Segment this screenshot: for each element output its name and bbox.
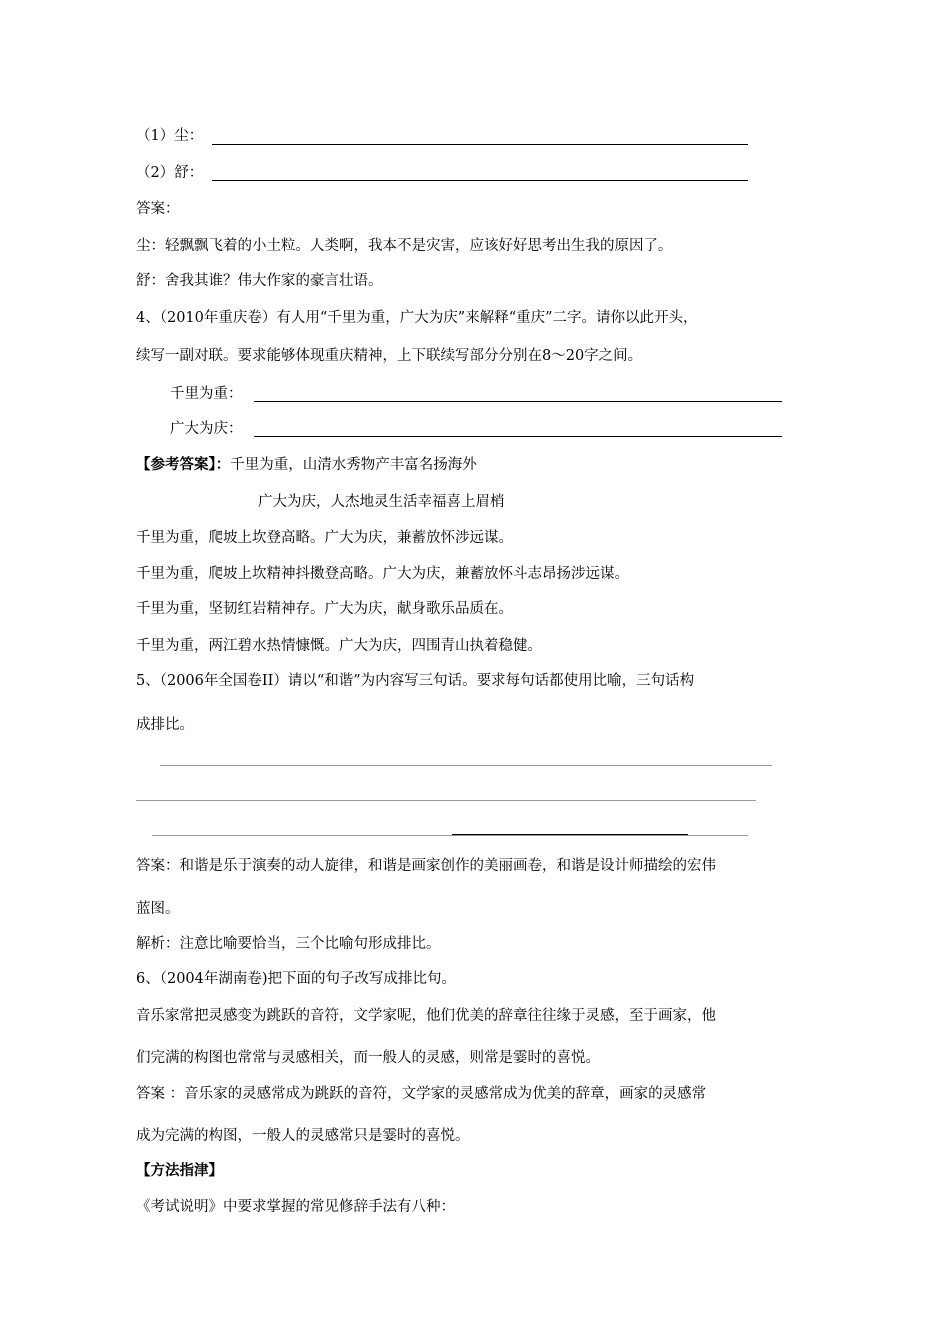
- q5-answer-blank-2[interactable]: [136, 800, 756, 801]
- q5-answer-blank-1[interactable]: [160, 765, 772, 766]
- q4-reference-upper: 千里为重，山清水秀物产丰富名扬海外: [230, 457, 477, 473]
- q4-upper-label: 千里为重：: [170, 386, 243, 402]
- q6-prompt: 6、（2004年湖南卷)把下面的句子改写成排比句。: [136, 971, 457, 987]
- q6-text-line-2: 们完满的构图也常常与灵感相关，而一般人的灵感，则常是霎时的喜悦。: [136, 1050, 600, 1066]
- q6-answer-line-1: 答案 ：音乐家的灵感常成为跳跃的音符，文学家的灵感常成为优美的辞章，画家的灵感常: [136, 1086, 707, 1102]
- q4-example-2: 千里为重，爬坡上坎精神抖擞登高略。广大为庆，兼蓄放怀斗志昂扬涉远谋。: [136, 566, 629, 582]
- q4-reference-lower: 广大为庆，人杰地灵生活幸福喜上眉梢: [258, 494, 505, 510]
- q4-lower-blank[interactable]: [254, 436, 782, 437]
- q3-item1-label: （1）尘：: [136, 128, 204, 144]
- q5-prompt-line-1: 5、（2006年全国卷II）请以“和谐”为内容写三句话。要求每句话都使用比喻，三句话构: [136, 673, 695, 689]
- method-intro: 《考试说明》中要求掌握的常见修辞手法有八种：: [136, 1199, 455, 1215]
- q4-lower-label: 广大为庆：: [170, 421, 243, 437]
- q4-reference-label: 【参考答案】：: [136, 457, 231, 473]
- q5-answer-line-2: 蓝图。: [136, 901, 180, 917]
- q3-item1-blank[interactable]: [212, 144, 748, 145]
- q4-example-3: 千里为重，坚韧红岩精神存。广大为庆，献身歌乐品质在。: [136, 601, 513, 617]
- q3-answer-1: 尘：轻飘飘飞着的小土粒。人类啊，我本不是灾害，应该好好思考出生我的原因了。: [136, 238, 673, 254]
- method-heading: 【方法指津】: [136, 1163, 223, 1179]
- q5-answer-blank-3-overlay: [452, 834, 688, 835]
- q4-example-1: 千里为重，爬坡上坎登高略。广大为庆，兼蓄放怀涉远谋。: [136, 530, 513, 546]
- q3-answer-2: 舒：舍我其谁？伟大作家的豪言壮语。: [136, 273, 383, 289]
- q4-upper-blank[interactable]: [254, 401, 782, 402]
- q4-example-4: 千里为重，两江碧水热情慷慨。广大为庆，四围青山执着稳健。: [136, 638, 542, 654]
- q4-reference-answer: [136, 456, 477, 474]
- q4-prompt-line-2: 续写一副对联。要求能够体现重庆精神，上下联续写部分分别在8～20字之间。: [136, 348, 643, 364]
- q5-answer-blank-3[interactable]: [152, 835, 748, 836]
- q6-text-line-1: 音乐家常把灵感变为跳跃的音符，文学家呢，他们优美的辞章往往缘于灵感，至于画家，他: [136, 1008, 716, 1024]
- q3-item2-blank[interactable]: [212, 180, 748, 181]
- q5-answer-line-1: 答案：和谐是乐于演奏的动人旋律，和谐是画家创作的美丽画卷，和谐是设计师描绘的宏伟: [136, 858, 716, 874]
- q4-prompt-line-1: 4、（2010年重庆卷）有人用“千里为重，广大为庆”来解释“重庆”二字。请你以此开头，: [136, 310, 698, 326]
- q6-answer-line-2: 成为完满的构图，一般人的灵感常只是霎时的喜悦。: [136, 1128, 470, 1144]
- q5-analysis: 解析：注意比喻要恰当，三个比喻句形成排比。: [136, 936, 441, 952]
- q5-prompt-line-2: 成排比。: [136, 717, 194, 733]
- q3-answer-label: 答案：: [136, 201, 180, 217]
- q3-item2-label: （2）舒：: [136, 165, 204, 181]
